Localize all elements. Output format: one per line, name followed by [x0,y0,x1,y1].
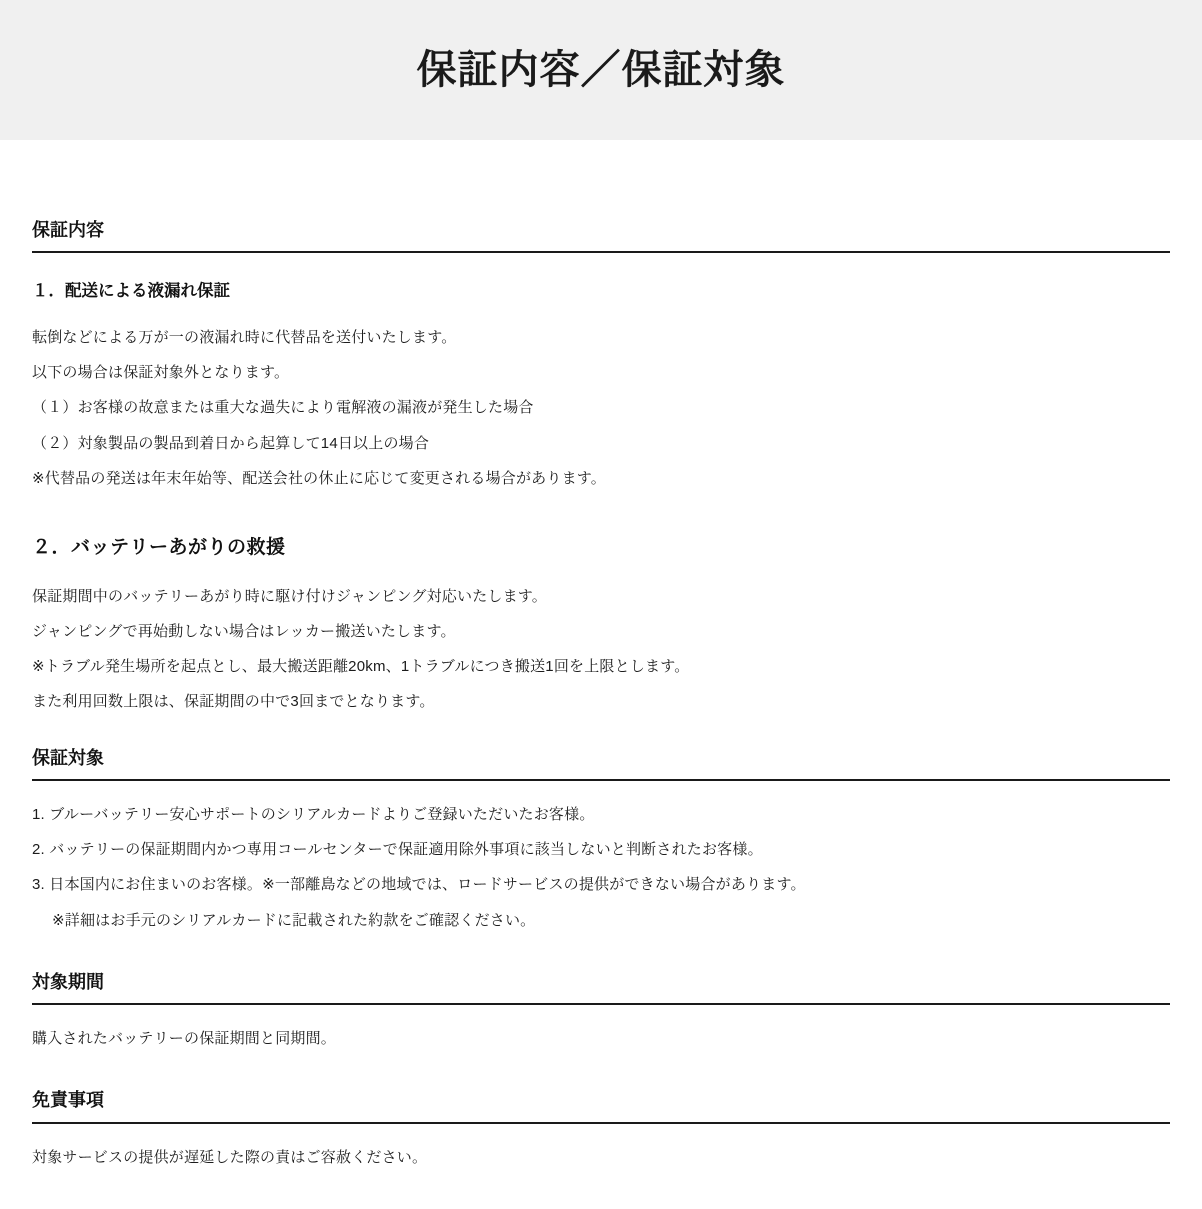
section-warranty-target [32,746,1170,932]
warranty-target-note: ※詳細はお手元のシリアルカードに記載された約款をご確認ください。 [52,911,536,929]
section-target-period [32,970,1170,1050]
page-header-band [0,0,1202,140]
warranty-content-item1-line-2: 以下の場合は保証対象外となります。 [32,364,290,382]
warranty-content-item1-line-5: ※代替品の発送は年末年始等、配送会社の休止に応じて変更される場合があります。 [32,469,606,487]
warranty-target-line-2: 2. バッテリーの保証期間内かつ専用コールセンターで保証適用除外事項に該当しないと判断されたお客様。 [32,841,763,859]
warranty-target-line-1: 1. ブルーバッテリー安心サポートのシリアルカードよりご登録いただいたお客様。 [32,805,595,823]
section-heading-target-period: 対象期間 [32,970,1170,1005]
warranty-content-item1-line-4: （２）対象製品の製品到着日から起算して14日以上の場合 [32,434,430,452]
subheading-delivery-leak-warranty: １．配送による液漏れ保証 [32,282,230,301]
section-heading-warranty-content: 保証内容 [32,218,1170,253]
warranty-content-item2-line-1: 保証期間中のバッテリーあがり時に駆け付けジャンピング対応いたします。 [32,587,548,605]
disclaimer-line-1: 対象サービスの提供が遅延した際の責はご容赦ください。 [32,1148,428,1166]
section-warranty-content [32,218,1170,714]
page-title: 保証内容／保証対象 [416,48,786,92]
subheading-battery-jumpstart-rescue: ２．バッテリーあがりの救援 [32,537,286,559]
warranty-content-item2-line-2: ジャンピングで再始動しない場合はレッカー搬送いたします。 [32,622,456,640]
warranty-target-line-3: 3. 日本国内にお住まいのお客様。※一部離島などの地域では、ロードサービスの提供ができない場合があります。 [32,876,806,894]
target-period-line-1: 購入されたバッテリーの保証期間と同期間。 [32,1030,337,1048]
section-disclaimer [32,1088,1170,1168]
section-heading-disclaimer: 免責事項 [32,1088,1170,1123]
warranty-content-item2-line-4: また利用回数上限は、保証期間の中で3回までとなります。 [32,693,435,711]
warranty-content-item2-line-3: ※トラブル発生場所を起点とし、最大搬送距離20km、1トラブルにつき搬送1回を上限とします。 [32,658,690,676]
warranty-content-item1-line-3: （１）お客様の故意または重大な過失により電解液の漏液が発生した場合 [32,399,534,417]
document-content [0,140,1202,1209]
section-heading-warranty-target: 保証対象 [32,746,1170,781]
warranty-content-item1-line-1: 転倒などによる万が一の液漏れ時に代替品を送付いたします。 [32,328,457,346]
